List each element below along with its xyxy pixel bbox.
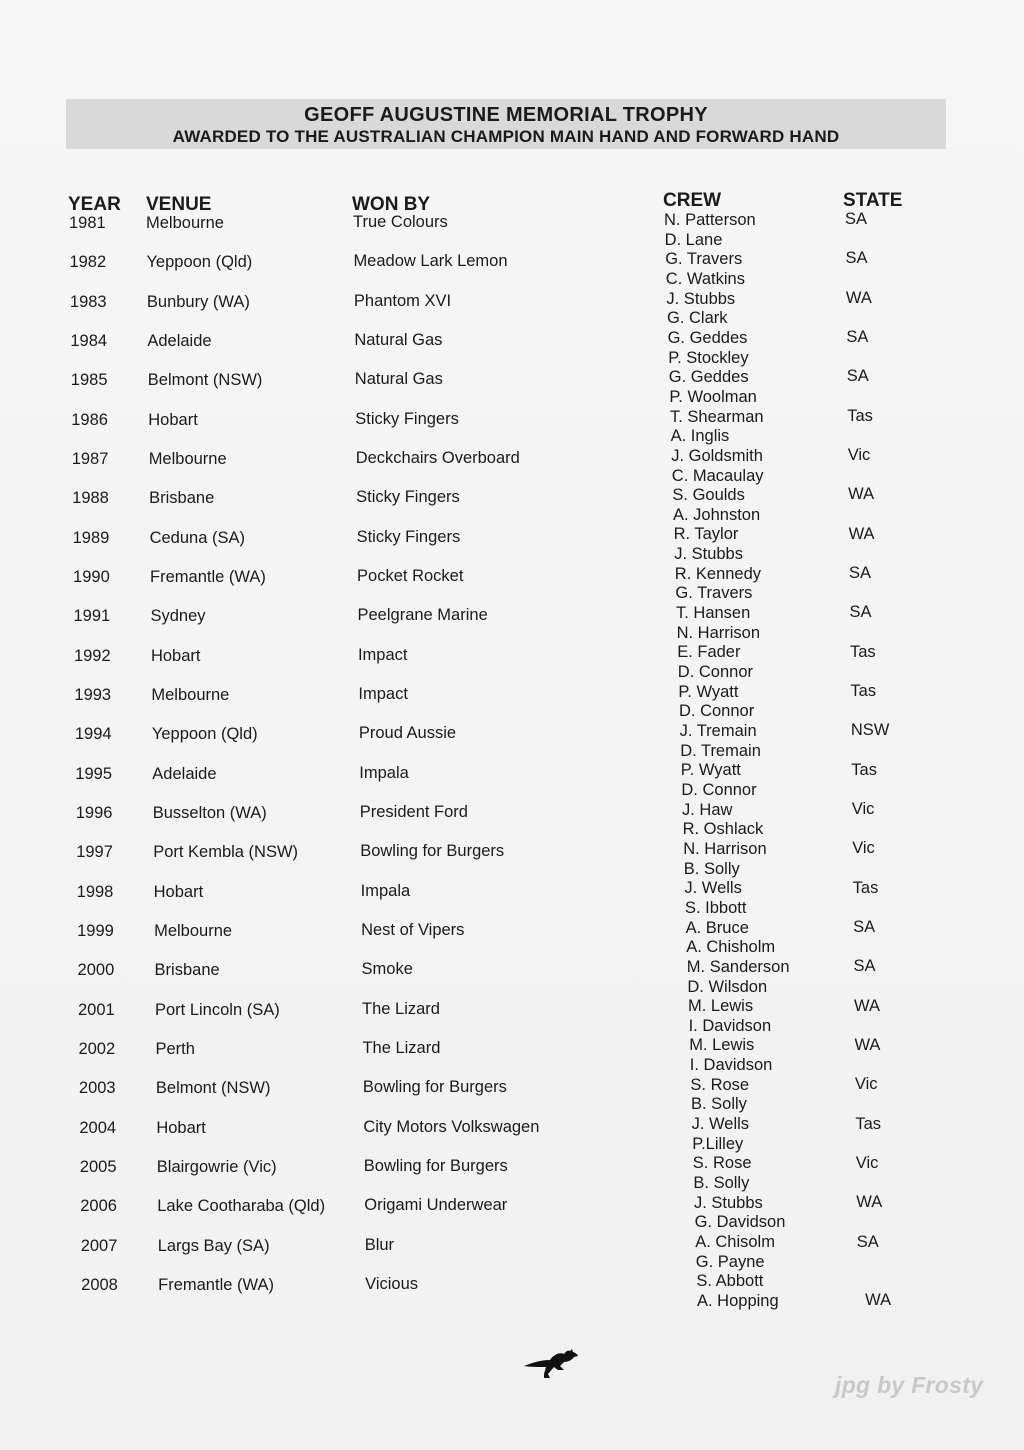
page-subtitle: AWARDED TO THE AUSTRALIAN CHAMPION MAIN HAND AND FORWARD HAND xyxy=(172,127,840,146)
row-won-by: Phantom XVI xyxy=(353,291,452,310)
row-venue: Lake Cootharaba (Qld) xyxy=(157,1197,326,1216)
crew-member: A. Johnston xyxy=(673,505,761,524)
row-year: 2006 xyxy=(80,1197,117,1216)
row-year: 1986 xyxy=(71,410,108,429)
row-year: 1991 xyxy=(73,607,111,626)
row-won-by: Sticky Fingers xyxy=(356,488,460,507)
crew-member: R. Oshlack xyxy=(682,820,764,839)
row-year: 1990 xyxy=(73,568,110,586)
row-state: WA xyxy=(845,288,872,307)
row-won-by: Bowling for Burgers xyxy=(363,1157,508,1175)
crew-member: D. Connor xyxy=(679,702,755,721)
row-won-by: Proud Aussie xyxy=(358,724,457,743)
crew-member: S. Goulds xyxy=(672,486,745,505)
row-state: SA xyxy=(853,957,876,976)
crew-member: D. Lane xyxy=(664,230,723,249)
row-venue: Bunbury (WA) xyxy=(146,292,250,311)
header-crew: CREW xyxy=(663,190,722,211)
row-venue: Largs Bay (SA) xyxy=(157,1236,270,1255)
row-year: 1987 xyxy=(71,450,109,468)
crew-member: J. Tremain xyxy=(679,722,757,741)
row-year: 1997 xyxy=(76,843,113,862)
row-venue: Brisbane xyxy=(149,489,215,508)
row-state: Tas xyxy=(852,878,879,897)
row-state: Tas xyxy=(850,682,877,700)
crew-member: A. Bruce xyxy=(685,918,749,937)
row-venue: Hobart xyxy=(148,410,198,429)
crew-member: E. Fader xyxy=(677,643,741,662)
row-year: 1993 xyxy=(74,686,112,704)
row-state: SA xyxy=(845,249,868,268)
row-won-by: Peelgrane Marine xyxy=(357,606,488,625)
crew-member: N. Harrison xyxy=(676,623,761,642)
row-won-by: Deckchairs Overboard xyxy=(355,449,520,467)
page-title: GEOFF AUGUSTINE MEMORIAL TROPHY xyxy=(304,104,708,126)
crew-member: D. Tremain xyxy=(680,741,761,760)
crew-member: J. Wells xyxy=(684,879,742,898)
row-year: 2000 xyxy=(77,961,115,980)
row-state: Tas xyxy=(847,406,873,425)
crew-member: M. Lewis xyxy=(688,997,754,1016)
crew-member: A. Chisholm xyxy=(686,938,776,957)
row-state: SA xyxy=(845,210,868,228)
row-won-by: Pocket Rocket xyxy=(357,567,464,585)
row-venue: Brisbane xyxy=(154,961,220,980)
crew-member: N. Harrison xyxy=(683,839,767,858)
crew-member: G. Travers xyxy=(665,250,743,269)
crew-member: J. Haw xyxy=(682,800,733,819)
row-state: Vic xyxy=(851,800,875,818)
row-won-by: Nest of Vipers xyxy=(361,921,465,939)
crew-member: R. Kennedy xyxy=(674,564,762,583)
crew-member: S. Ibbott xyxy=(685,898,747,917)
row-state: Tas xyxy=(855,1114,882,1133)
crew-member: G. Davidson xyxy=(694,1213,786,1232)
row-won-by: Smoke xyxy=(361,960,413,979)
row-venue: Belmont (NSW) xyxy=(147,371,263,390)
crew-member: J. Wells xyxy=(691,1115,750,1134)
crew-member: N. Patterson xyxy=(664,211,756,229)
crew-member: C. Macaulay xyxy=(671,466,764,485)
crew-member: M. Sanderson xyxy=(686,957,790,976)
row-state: Vic xyxy=(855,1154,879,1172)
row-year: 1988 xyxy=(72,489,109,508)
crew-member: S. Abbott xyxy=(696,1272,764,1291)
crew-member: G. Payne xyxy=(695,1252,765,1271)
crew-member: I. Davidson xyxy=(689,1056,773,1075)
row-won-by: Meadow Lark Lemon xyxy=(353,252,508,271)
watermark-credit: jpg by Frosty xyxy=(835,1372,984,1398)
row-state: Vic xyxy=(854,1075,878,1094)
row-venue: Melbourne xyxy=(148,450,227,468)
row-year: 2007 xyxy=(80,1236,118,1255)
row-venue: Blairgowrie (Vic) xyxy=(156,1158,277,1176)
row-venue: Perth xyxy=(155,1040,195,1058)
row-venue: Melbourne xyxy=(151,686,230,704)
crew-member: A. Inglis xyxy=(670,427,730,446)
crew-member: M. Lewis xyxy=(689,1036,755,1055)
row-won-by: True Colours xyxy=(353,213,448,231)
row-year: 1982 xyxy=(69,253,107,272)
crew-member: G. Geddes xyxy=(668,368,749,387)
crew-member: S. Rose xyxy=(692,1154,752,1173)
row-won-by: Sticky Fingers xyxy=(356,527,461,546)
crew-member: T. Hansen xyxy=(676,604,751,623)
row-state: SA xyxy=(849,564,872,582)
row-won-by: Bowling for Burgers xyxy=(360,842,505,861)
crew-member: J. Stubbs xyxy=(674,545,743,564)
row-venue: Fremantle (WA) xyxy=(158,1276,274,1294)
row-state: WA xyxy=(854,1036,881,1054)
row-won-by: Natural Gas xyxy=(354,331,443,349)
row-year: 1989 xyxy=(72,528,110,547)
row-state: WA xyxy=(865,1291,892,1309)
header-won-by: WON BY xyxy=(352,194,431,215)
row-year: 2001 xyxy=(78,1000,115,1019)
crew-member: C. Watkins xyxy=(665,269,745,288)
crew-member: P. Stockley xyxy=(668,348,749,367)
row-venue: Sydney xyxy=(150,607,206,626)
row-venue: Hobart xyxy=(150,646,201,665)
row-state: Tas xyxy=(849,642,876,661)
crew-member: R. Taylor xyxy=(673,525,739,544)
row-year: 1999 xyxy=(77,922,114,940)
crew-member: B. Solly xyxy=(693,1174,750,1193)
row-won-by: Natural Gas xyxy=(354,370,443,389)
row-state: SA xyxy=(856,1232,879,1251)
row-won-by: Vicious xyxy=(365,1275,419,1293)
crew-member: D. Connor xyxy=(681,780,757,799)
row-year: 1994 xyxy=(74,725,112,744)
row-won-by: Impact xyxy=(358,685,408,703)
row-venue: Port Lincoln (SA) xyxy=(155,1000,280,1019)
row-won-by: Impact xyxy=(357,645,408,664)
crew-member: D. Wilsdon xyxy=(687,977,768,996)
row-state: WA xyxy=(856,1193,883,1212)
row-won-by: Impala xyxy=(359,763,409,782)
row-year: 1985 xyxy=(70,371,108,390)
row-year: 1995 xyxy=(75,764,113,783)
crew-member: J. Stubbs xyxy=(694,1193,763,1212)
row-year: 2005 xyxy=(79,1158,117,1176)
row-venue: Adelaide xyxy=(147,332,212,350)
row-venue: Adelaide xyxy=(152,764,217,783)
row-state: SA xyxy=(849,603,872,622)
title-banner xyxy=(66,99,946,149)
header-state: STATE xyxy=(843,190,903,211)
row-venue: Yeppoon (Qld) xyxy=(151,725,258,744)
row-state: WA xyxy=(848,524,875,543)
row-won-by: The Lizard xyxy=(362,1039,441,1057)
crew-member: B. Solly xyxy=(683,859,740,878)
crew-member: T. Shearman xyxy=(670,407,764,426)
row-won-by: President Ford xyxy=(359,803,468,821)
row-venue: Port Kembla (NSW) xyxy=(153,843,299,862)
row-won-by: Sticky Fingers xyxy=(355,409,459,428)
crew-member: G. Geddes xyxy=(667,328,748,347)
row-venue: Ceduna (SA) xyxy=(149,528,245,547)
row-state: WA xyxy=(848,485,875,504)
row-state: NSW xyxy=(850,721,890,740)
row-venue: Melbourne xyxy=(146,214,224,232)
row-state: SA xyxy=(846,328,869,346)
crew-member: B. Solly xyxy=(691,1095,747,1114)
row-year: 1983 xyxy=(69,292,107,311)
crew-member: J. Goldsmith xyxy=(671,446,763,465)
row-year: 1992 xyxy=(73,646,111,665)
row-venue: Fremantle (WA) xyxy=(150,568,266,586)
crew-member: A. Hopping xyxy=(697,1292,779,1310)
header-year: YEAR xyxy=(68,194,121,215)
row-won-by: The Lizard xyxy=(362,999,440,1018)
row-venue: Melbourne xyxy=(154,922,233,940)
crew-member: P.Lilley xyxy=(692,1134,744,1153)
crew-member: G. Clark xyxy=(667,309,728,328)
crew-member: S. Rose xyxy=(690,1075,750,1094)
row-venue: Hobart xyxy=(153,882,204,901)
row-won-by: Bowling for Burgers xyxy=(362,1078,507,1097)
row-won-by: Impala xyxy=(360,881,411,900)
row-state: WA xyxy=(854,996,880,1015)
crew-member: I. Davidson xyxy=(688,1016,772,1035)
row-year: 2003 xyxy=(78,1079,116,1098)
row-venue: Belmont (NSW) xyxy=(155,1079,271,1098)
row-year: 2002 xyxy=(78,1040,116,1058)
row-venue: Hobart xyxy=(156,1118,206,1137)
header-venue: VENUE xyxy=(146,194,212,215)
row-state: Vic xyxy=(852,839,875,858)
crew-member: D. Connor xyxy=(677,663,753,682)
crew-member: J. Stubbs xyxy=(666,289,736,308)
row-won-by: City Motors Volkswagen xyxy=(363,1117,540,1136)
row-state: SA xyxy=(853,918,876,936)
row-year: 2008 xyxy=(81,1276,118,1294)
crew-member: P. Woolman xyxy=(669,387,757,406)
row-state: Tas xyxy=(851,760,877,779)
row-year: 2004 xyxy=(79,1118,117,1137)
row-year: 1984 xyxy=(70,332,108,350)
row-state: Vic xyxy=(847,446,871,464)
row-won-by: Origami Underwear xyxy=(364,1196,508,1215)
row-year: 1998 xyxy=(76,882,114,901)
row-state: SA xyxy=(846,367,869,386)
crew-member: G. Travers xyxy=(675,584,753,603)
kangaroo-icon xyxy=(520,1340,580,1380)
crew-member: P. Wyatt xyxy=(680,761,741,780)
row-year: 1981 xyxy=(69,214,106,232)
row-venue: Yeppoon (Qld) xyxy=(146,253,253,272)
row-won-by: Blur xyxy=(364,1235,395,1254)
crew-member: A. Chisolm xyxy=(695,1233,775,1252)
row-year: 1996 xyxy=(75,804,113,822)
crew-member: P. Wyatt xyxy=(678,682,739,701)
row-venue: Busselton (WA) xyxy=(152,804,267,822)
